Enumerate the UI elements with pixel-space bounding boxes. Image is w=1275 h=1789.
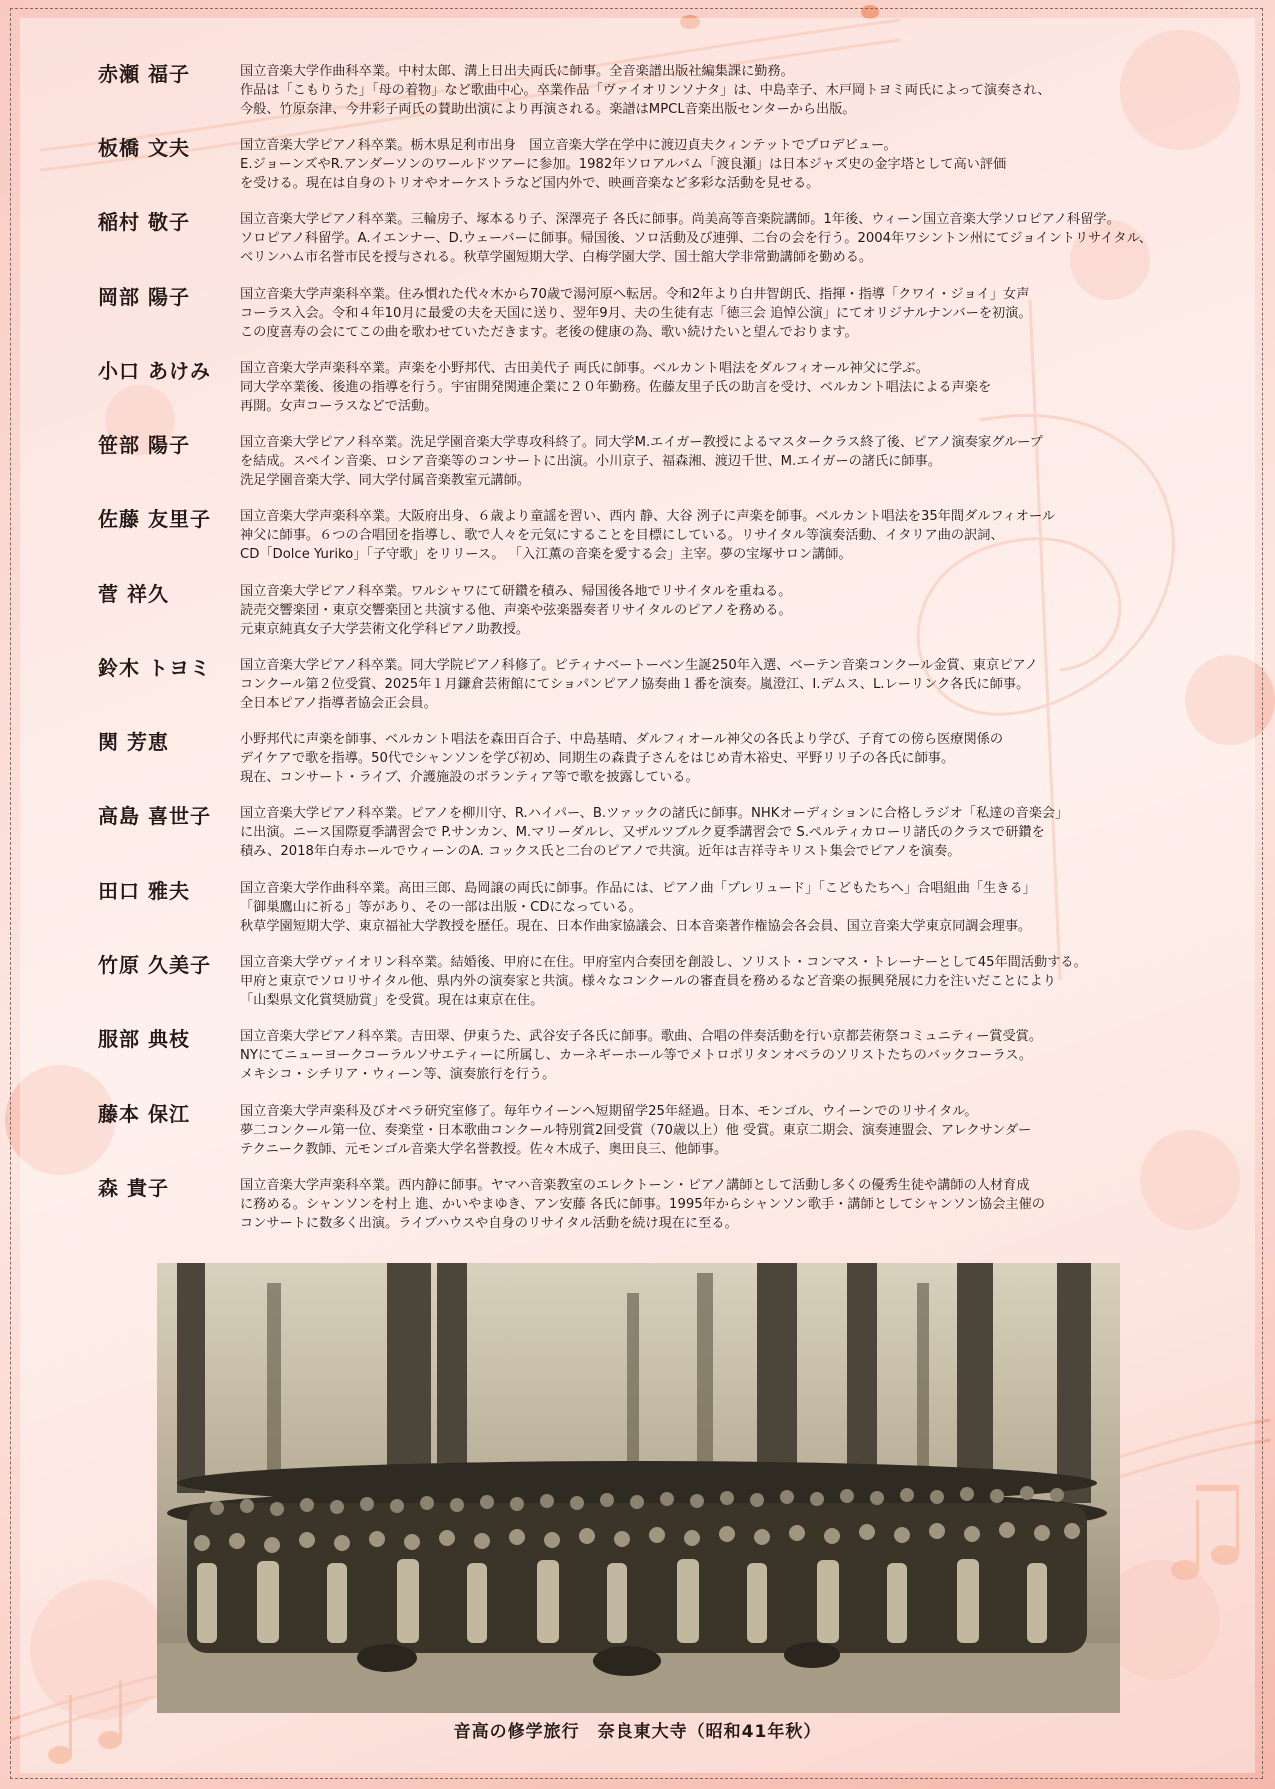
bio-line: 国立音楽大学ピアノ科卒業。洗足学園音楽大学専攻科終了。同大学M.エイガー教授によるマスタークラス終了後、ピアノ演奏家グループ bbox=[240, 435, 1043, 450]
bio-line: 国立音楽大学ピアノ科卒業。吉田翠、伊東うた、武谷安子各氏に師事。歌曲、合唱の伴奏活動を行い京都芸術祭コミュニティー賞受賞。 bbox=[240, 1029, 1043, 1044]
profile-bio bbox=[240, 879, 1200, 936]
bio-line: 現在、コンサート・ライブ、介護施設のボランティア等で歌を披露している。 bbox=[240, 770, 699, 785]
bio-line: デイケアで歌を指導。50代でシャンソンを学び初め、同期生の森貴子さんをはじめ青木裕史、平野リリ子の各氏に師事。 bbox=[240, 751, 955, 766]
bio-line: 積み、2018年白寿ホールでウィーンのA. コックス氏と二台のピアノで共演。近年は吉祥寺キリスト集会でピアノを演奏。 bbox=[240, 844, 961, 859]
bio-line: ソロピアノ科留学。A.イエンナー、D.ウェーバーに師事。帰国後、ソロ活動及び連弾、二台の会を行う。2004年ワシントン州にてジョイントリサイタル、 bbox=[240, 231, 1152, 246]
profile-name: 板橋 文夫 bbox=[98, 136, 190, 160]
profile-bio bbox=[240, 1176, 1200, 1233]
profile-bio bbox=[240, 804, 1200, 861]
profile-name: 森 貴子 bbox=[98, 1176, 169, 1200]
bio-line: に出演。ニース国際夏季講習会で P.サンカン、M.マリーダルレ、又ザルツブルク夏季講習会で S.ペルティカローリ諸氏のクラスで研鑽を bbox=[240, 825, 1045, 840]
bio-line: を結成。スペイン音楽、ロシア音楽等のコンサートに出演。小川京子、福森湘、渡辺千世、M.エイガーの諸氏に師事。 bbox=[240, 454, 941, 469]
group-photo bbox=[157, 1263, 1120, 1713]
bio-line: を受ける。現在は自身のトリオやオーケストラなど国内外で、映画音楽など多彩な活動を見せる。 bbox=[240, 176, 820, 191]
profile-bio bbox=[240, 1102, 1200, 1159]
profile-bio bbox=[240, 582, 1200, 639]
profile-bio bbox=[240, 210, 1200, 267]
profile-name: 藤本 保江 bbox=[98, 1102, 190, 1126]
bio-line: 国立音楽大学ピアノ科卒業。三輪房子、塚本るり子、深澤亮子 各氏に師事。尚美高等音楽院講師。1年後、ウィーン国立音楽大学ソロピアノ科留学。 bbox=[240, 212, 1120, 227]
bio-line: 「御巣鷹山に祈る」等があり、その一部は出版・CDになっている。 bbox=[240, 900, 642, 915]
bio-line: 同大学卒業後、後進の指導を行う。宇宙開発関連企業に２０年勤務。佐藤友里子氏の助言を受け、ベルカント唱法による声楽を bbox=[240, 380, 992, 395]
bio-line: 国立音楽大学声楽科卒業。住み慣れた代々木から70歳で湯河原へ転居。令和2年より白井智朗氏、指揮・指導「クワイ・ジョイ」女声 bbox=[240, 287, 1030, 302]
bio-line: 国立音楽大学ピアノ科卒業。ワルシャワにて研鑽を積み、帰国後各地でリサイタルを重ねる。 bbox=[240, 584, 792, 599]
profile-bio bbox=[240, 359, 1200, 416]
bio-line: ベリンハム市名誉市民を授与される。秋草学園短期大学、白梅学園大学、国士舘大学非常勤講師を勤める。 bbox=[240, 250, 873, 265]
bio-line: NYにてニューヨークコーラルソサエティーに所属し、カーネギーホール等でメトロポリタンオペラのソリストたちのバックコーラス。 bbox=[240, 1048, 1033, 1063]
bio-line: 秋草学園短期大学、東京福祉大学教授を歴任。現在、日本作曲家協議会、日本音楽著作権協会各会員、国立音楽大学東京同調会理事。 bbox=[240, 919, 1032, 934]
profile-bio bbox=[240, 656, 1200, 713]
bio-line: 夢二コンクール第一位、奏楽堂・日本歌曲コンクール特別賞2回受賞（70歳以上）他 受賞。東京二期会、演奏連盟会、アレクサンダー bbox=[240, 1123, 1032, 1138]
bio-line: コーラス入会。令和４年10月に最愛の夫を天国に送り、翌年9月、夫の生徒有志「徳三会 追悼公演」にてオリジナルナンバーを初演。 bbox=[240, 306, 1032, 321]
profile-name: 高島 喜世子 bbox=[98, 804, 211, 828]
profile-name: 岡部 陽子 bbox=[98, 285, 190, 309]
profile-bio bbox=[240, 730, 1200, 787]
profile-name: 佐藤 友里子 bbox=[98, 507, 211, 531]
bio-line: 国立音楽大学ピアノ科卒業。同大学院ピアノ科修了。ピティナベートーベン生誕250年入選、ベーテン音楽コンクール金賞、東京ピアノ bbox=[240, 658, 1038, 673]
bio-line: CD「Dolce Yuriko」「子守歌」をリリース。 「入江薫の音楽を愛する会」主宰。夢の宝塚サロン講師。 bbox=[240, 547, 852, 562]
bio-line: コンクール第２位受賞、2025年１月鎌倉芸術館にてショパンピアノ協奏曲１番を演奏。嵐澄江、I.デムス、L.レーリンク各氏に師事。 bbox=[240, 677, 1030, 692]
bio-line: 読売交響楽団・東京交響楽団と共演する他、声楽や弦楽器奏者リサイタルのピアノを務める。 bbox=[240, 603, 792, 618]
bio-line: 甲府と東京でソロリサイタル他、県内外の演奏家と共演。様々なコンクールの審査員を務めるなど音楽の振興発展に力を注いだことにより bbox=[240, 974, 1056, 989]
bio-line: 国立音楽大学声楽科卒業。西内静に師事。ヤマハ音楽教室のエレクトーン・ピアノ講師として活動し多くの優秀生徒や講師の人材育成 bbox=[240, 1178, 1030, 1193]
bio-line: 国立音楽大学ピアノ科卒業。ピアノを柳川守、R.ハイパー、B.ツァックの諸氏に師事。NHKオーディションに合格しラジオ「私達の音楽会」 bbox=[240, 806, 1069, 821]
profile-bio bbox=[240, 507, 1200, 564]
bio-line: 洗足学園音楽大学、同大学付属音楽教室元講師。 bbox=[240, 473, 531, 488]
group-photo-image bbox=[157, 1263, 1120, 1713]
bio-line: コンサートに数多く出演。ライブハウスや自身のリサイタル活動を続け現在に至る。 bbox=[240, 1216, 738, 1231]
bio-line: 全日本ピアノ指導者協会正会員。 bbox=[240, 696, 437, 711]
bio-line: に務める。シャンソンを村上 進、かいやまゆき、アン安藤 各氏に師事。1995年からシャンソン歌手・講師としてシャンソン協会主催の bbox=[240, 1197, 1045, 1212]
bio-line: 国立音楽大学作曲科卒業。中村太郎、溝上日出夫両氏に師事。全音楽譜出版社編集課に勤務。 bbox=[240, 64, 794, 79]
profile-name: 赤瀬 福子 bbox=[98, 62, 190, 86]
profile-name: 田口 雅夫 bbox=[98, 879, 190, 903]
bio-line: 国立音楽大学作曲科卒業。高田三郎、島岡譲の両氏に師事。作品には、ピアノ曲「プレリュード」「こどもたちへ」合唱組曲「生きる」 bbox=[240, 881, 1036, 896]
profile-name: 菅 祥久 bbox=[98, 582, 169, 606]
bio-line: 国立音楽大学声楽科卒業。大阪府出身、６歳より童謡を習い、西内 静、大谷 洌子に声楽を師事。ベルカント唱法を35年間ダルフィオール bbox=[240, 509, 1056, 524]
bio-line: 「山梨県文化賞奨励賞」を受賞。現在は東京在住。 bbox=[240, 993, 544, 1008]
profile-bio bbox=[240, 285, 1200, 342]
bio-line: 作品は「こもりうた」「母の着物」など歌曲中心。卒業作品「ヴァイオリンソナタ」は、中島幸子、木戸岡トヨミ両氏によって演奏され、 bbox=[240, 83, 1051, 98]
bio-line: 国立音楽大学声楽科及びオペラ研究室修了。毎年ウイーンへ短期留学25年経過。日本、モンゴル、ウイーンでのリサイタル。 bbox=[240, 1104, 978, 1119]
photo-caption: 音高の修学旅行 奈良東大寺（昭和41年秋） bbox=[453, 1722, 822, 1742]
profile-bio bbox=[240, 62, 1200, 119]
profile-bio bbox=[240, 136, 1200, 193]
profile-name: 鈴木 トヨミ bbox=[98, 656, 211, 680]
profile-name: 服部 典枝 bbox=[98, 1027, 190, 1051]
profile-bio bbox=[240, 1027, 1200, 1084]
bio-line: 今般、竹原奈津、今井彩子両氏の賛助出演により再演される。楽譜はMPCL音楽出版センターから出版。 bbox=[240, 102, 856, 117]
bio-line: 国立音楽大学ヴァイオリン科卒業。結婚後、甲府に在住。甲府室内合奏団を創設し、ソリスト・コンマス・トレーナーとして45年間活動する。 bbox=[240, 955, 1087, 970]
bio-line: この度喜寿の会にてこの曲を歌わせていただきます。老後の健康の為、歌い続けたいと望んでおります。 bbox=[240, 325, 858, 340]
bio-line: 小野邦代に声楽を師事、ベルカント唱法を森田百合子、中島基晴、ダルフィオール神父の各氏より学び、子育ての傍ら医療関係の bbox=[240, 732, 1004, 747]
bio-line: 元東京純真女子大学芸術文化学科ピアノ助教授。 bbox=[240, 622, 530, 637]
bio-line: テクニーク教師、元モンゴル音楽大学名誉教授。佐々木成子、奥田良三、他師事。 bbox=[240, 1142, 728, 1157]
profile-name: 笹部 陽子 bbox=[98, 433, 190, 457]
profile-name: 稲村 敬子 bbox=[98, 210, 190, 234]
bio-line: E.ジョーンズやR.アンダーソンのワールドツアーに参加。1982年ソロアルバム「渡良瀬」は日本ジャズ史の金字塔として高い評価 bbox=[240, 157, 1007, 172]
bio-line: 再開。女声コーラスなどで活動。 bbox=[240, 399, 438, 414]
profile-name: 関 芳恵 bbox=[98, 730, 169, 754]
bio-line: 国立音楽大学ピアノ科卒業。栃木県足利市出身 国立音楽大学在学中に渡辺貞夫クィンテットでプロデビュー。 bbox=[240, 138, 897, 153]
bio-line: 国立音楽大学声楽科卒業。声楽を小野邦代、古田美代子 両氏に師事。ベルカント唱法をダルフィオール神父に学ぶ。 bbox=[240, 361, 929, 376]
bio-line: メキシコ・シチリア・ウィーン等、演奏旅行を行う。 bbox=[240, 1067, 556, 1082]
profile-bio bbox=[240, 433, 1200, 490]
bio-line: 神父に師事。６つの合唱団を指導し、歌で人々を元気にすることを目標にしている。リサイタル等演奏活動、イタリア曲の訳詞、 bbox=[240, 528, 1004, 543]
profile-name: 小口 あけみ bbox=[98, 359, 211, 383]
profile-bio bbox=[240, 953, 1200, 1010]
profile-name: 竹原 久美子 bbox=[98, 953, 211, 977]
